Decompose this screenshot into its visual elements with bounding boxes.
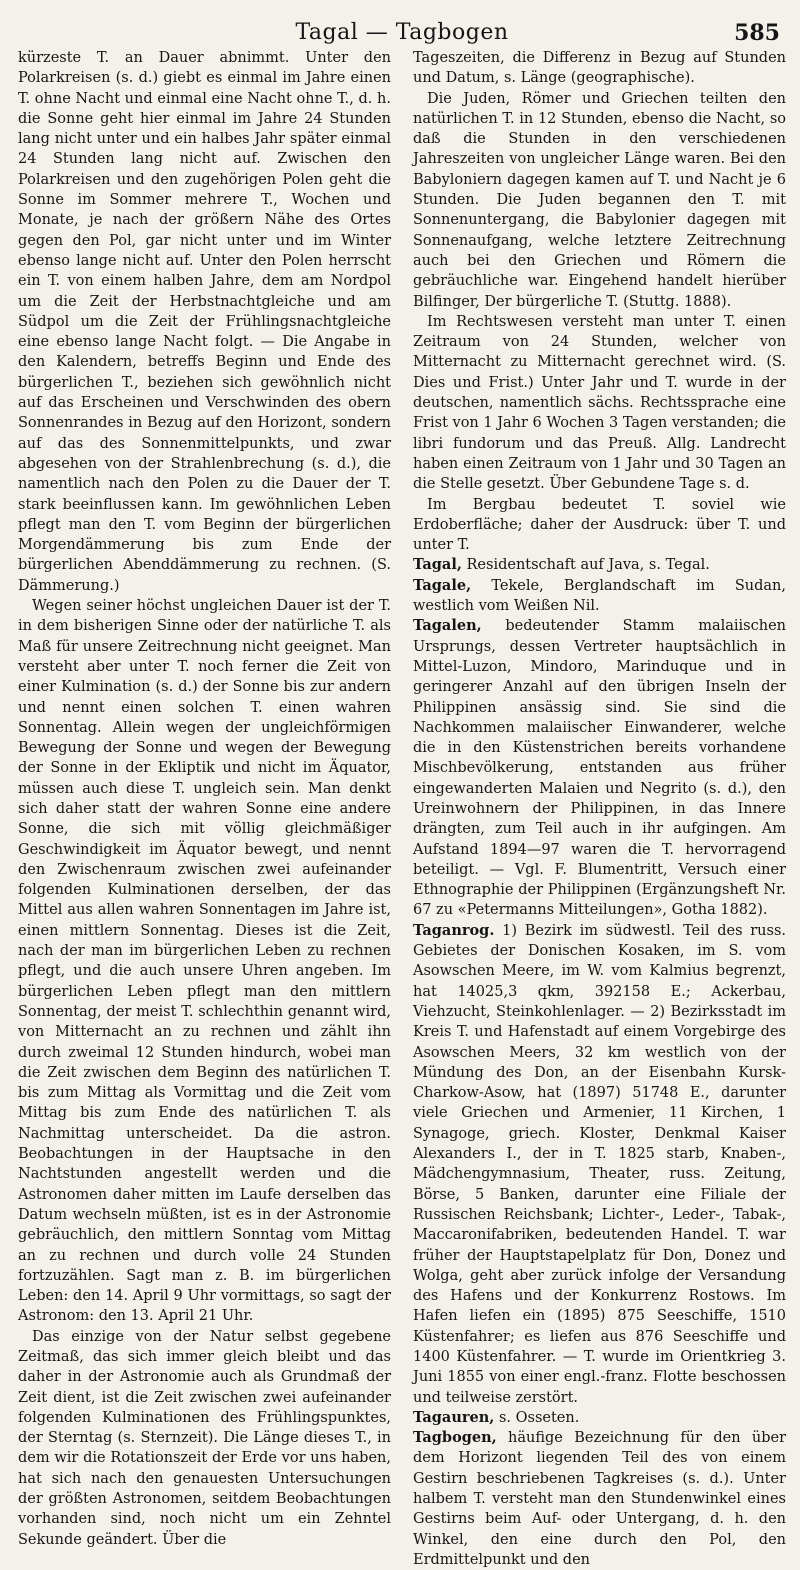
text-columns (18, 48, 786, 1570)
paragraph: Die Juden, Römer und Griechen teilten den natürlichen T. in 12 Stunden, ebenso die Nacht, so daß die Stunden in den verschiedenen Jahreszeiten von ungleicher Länge waren. Bei den Babyloniern dagegen kamen auf T. und Nacht je 6 Stunden. Die Juden begannen den T. mit Sonnenuntergang, die Babylonier dagegen mit Sonnenaufgang, welche letztere Zeitrechnung auch bei den Griechen und Römern die gebräuchliche war. Eingehend handelt hierüber Bilfinger, Der bürgerliche T. (Stuttg. 1888). (413, 90, 786, 310)
page-header (18, 6, 786, 48)
entry-tagbogen (413, 1428, 786, 1570)
entry-text: 1) Bezirk im südwestl. Teil des russ. Gebietes der Donischen Kosaken, im S. vom Asowschen Meere, im W. vom Kalmius begrenzt, hat 14025,3 qkm, 392158 E.; Ackerbau, Viehzucht, Steinkohlenlager. — 2) Bezirksstadt im Kreis T. und Hafenstadt auf einem Vorgebirge des Asowschen Meers, 32 km westlich von der Mündung des Don, an der Eisenbahn Kursk-Charkow-Asow, hat (1897) 51748 E., darunter viele Griechen und Armenier, 11 Kirchen, 1 Synagoge, griech. Kloster, Denkmal Kaiser Alexanders I., der in T. 1825 starb, Knaben-, Mädchengymnasium, Theater, russ. Zeitung, Börse, 5 Banken, darunter eine Filiale der Russischen Reichsbank; Lichter-, Leder-, Tabak-, Maccaronifabriken, bedeutenden Handel. T. war früher der Hauptstapelplatz für Don, Donez und Wolga, geht aber zurück infolge der Versandung des Hafens und der Konkurrenz Rostows. Im Hafen liefen ein (1895) 875 Seeschiffe, 1510 Küstenfahrer; es liefen aus 876 Seeschiffe und 1400 Küstenfahrer. — T. wurde im Orientkrieg 3. Juni 1855 von einer engl.-franz. Flotte beschossen und teilweise zerstört. (413, 922, 786, 1406)
page-number: 585 (734, 20, 780, 46)
entry-text: bedeutender Stamm malaiischen Ursprungs, dessen Vertreter hauptsächlich in Mittel-Luzon, Mindoro, Marinduque und in geringerer Anzahl auf den übrigen Inseln der Philippinen ansässig sind. Sie sind die Nachkommen malaiischer Einwanderer, welche die in den Küstenstrichen bereits vorhandene Mischbevölkerung, entstanden aus früher eingewanderten Malaien und Negrito (s. d.), den Ureinwohnern der Philippinen, in das Innere drängten, zum Teil auch in ihr aufgingen. Am Aufstand 1894—97 waren die T. hervorragend beteiligt. — Vgl. F. Blumentritt, Versuch einer Ethnographie der Philippinen (Ergänzungsheft Nr. 67 zu «Petermanns Mitteilungen», Gotha 1882). (413, 618, 786, 919)
entry-text: häufige Bezeichnung für den über dem Horizont liegenden Teil des von einem Gestirn beschriebenen Tagkreises (s. d.). Unter halbem T. versteht man den Stundenwinkel eines Gestirns beim Auf- oder Untergang, d. h. den Winkel, den eine durch den Pol, den Erdmittelpunkt und den (413, 1430, 786, 1568)
entry-headword: Tagauren, (413, 1408, 495, 1426)
entry-tagal (413, 555, 786, 575)
right-column (413, 48, 786, 1570)
entry-tagale (413, 576, 786, 617)
entry-headword: Tagbogen, (413, 1429, 497, 1447)
entry-tagalen (413, 616, 786, 920)
entry-tagauren (413, 1408, 786, 1428)
paragraph: Wegen seiner höchst ungleichen Dauer ist der T. in dem bisherigen Sinne oder der natürliche T. als Maß für unsere Zeitrechnung nicht geeignet. Man versteht aber unter T. noch ferner die Zeit von einer Kulmination (s. d.) der Sonne bis zur andern und nennt einen solchen T. einen wahren Sonnentag. Allein wegen der ungleichförmigen Bewegung der Sonne und wegen der Bewegung der Sonne in der Ekliptik und nicht im Äquator, müssen auch diese T. ungleich sein. Man denkt sich daher statt der wahren Sonne eine andere Sonne, die sich mit völlig gleichmäßiger Geschwindigkeit im Äquator bewegt, und nennt den Zwischenraum zwischen zwei aufeinander folgenden Kulminationen derselben, der das Mittel aus allen wahren Sonnentagen im Jahre ist, einen mittlern Sonnentag. Dieses ist die Zeit, nach der man im bürgerlichen Leben zu rechnen pflegt, und die auch unsere Uhren angeben. Im bürgerlichen Leben pflegt man den mittlern Sonnentag, der meist T. schlechthin genannt wird, von Mitternacht an zu rechnen und zählt ihn durch zweimal 12 Stunden hindurch, wobei man die Zeit zwischen dem Beginn des natürlichen T. bis zum Mittag als Vormittag und die Zeit vom Mittag bis zum Ende des natürlichen T. als Nachmittag unterscheidet. Da die astron. Beobachtungen in der Hauptsache in den Nachtstunden angestellt werden und die Astronomen daher mitten im Laufe derselben das Datum wechseln müßten, ist es in der Astronomie gebräuchlich, den mittlern Sonntag vom Mittag an zu rechnen und durch volle 24 Stunden fortzuzählen. Sagt man z. B. im bürgerlichen Leben: den 14. April 9 Uhr vormittags, so sagt der Astronom: den 13. April 21 Uhr. (18, 598, 391, 1325)
entry-headword: Tagalen, (413, 617, 482, 635)
entry-text: Tekele, Berglandschaft im Sudan, westlich vom Weißen Nil. (413, 577, 786, 615)
left-column (18, 48, 391, 1570)
running-title: Tagal — Tagbogen (295, 20, 509, 45)
paragraph: Tageszeiten, die Differenz in Bezug auf Stunden und Datum, s. Länge (geographische). (413, 50, 786, 87)
entry-taganrog (413, 921, 786, 1408)
paragraph: Im Bergbau bedeutet T. soviel wie Erdoberfläche; daher der Ausdruck: über T. und unter T. (413, 496, 786, 554)
paragraph: kürzeste T. an Dauer abnimmt. Unter den Polarkreisen (s. d.) giebt es einmal im Jahre einen T. ohne Nacht und einmal eine Nacht ohne T., d. h. die Sonne geht hier einmal im Jahre 24 Stunden lang nicht unter und ein halbes Jahr später einmal 24 Stunden lang nicht auf. Zwischen den Polarkreisen und den zugehörigen Polen geht die Sonne im Sommer mehrere T., Wochen und Monate, je nach der größern Nähe des Ortes gegen den Pol, gar nicht unter und im Winter ebenso lange nicht auf. Unter den Polen herrscht ein T. von einem halben Jahre, dem am Nordpol um die Zeit der Herbstnachtgleiche und am Südpol um die Zeit der Frühlingsnachtgleiche eine ebenso lange Nacht folgt. — Die Angabe in den Kalendern, betreffs Beginn und Ende des bürgerlichen T., beziehen sich gewöhnlich nicht auf das Erscheinen und Verschwinden des obern Sonnenrandes in Bezug auf den Horizont, sondern auf das des Sonnenmittelpunkts, und zwar abgesehen von der Strahlenbrechung (s. d.), die namentlich nach den Polen zu die Dauer der T. stark beeinflussen kann. Im gewöhnlichen Leben pflegt man den T. vom Beginn der bürgerlichen Morgendämmerung bis zum Ende der bürgerlichen Abenddämmerung zu rechnen. (S. Dämmerung.) (18, 50, 391, 594)
entry-headword: Taganrog. (413, 921, 495, 939)
entry-text: s. Osseten. (498, 1409, 580, 1426)
entry-text: Residentschaft auf Java, s. Tegal. (466, 557, 710, 574)
entry-headword: Tagal, (413, 556, 462, 574)
entry-headword: Tagale, (413, 576, 472, 594)
paragraph: Im Rechtswesen versteht man unter T. einen Zeitraum von 24 Stunden, welcher von Mitternacht zu Mitternacht gerechnet wird. (S. Dies und Frist.) Unter Jahr und T. wurde in der deutschen, namentlich sächs. Rechtssprache eine Frist von 1 Jahr 6 Wochen 3 Tagen verstanden; die libri fundorum und das Preuß. Allg. Landrecht haben einen Zeitraum von 1 Jahr und 30 Tagen an die Stelle gesetzt. Über Gebundene Tage s. d. (413, 313, 787, 493)
paragraph: Das einzige von der Natur selbst gegebene Zeitmaß, das sich immer gleich bleibt und das daher in der Astronomie auch als Grundmaß der Zeit dient, ist die Zeit zwischen zwei aufeinander folgenden Kulminationen des Frühlingspunktes, der Sterntag (s. Sternzeit). Die Länge dieses T., in dem wir die Rotationszeit der Erde vor uns haben, hat sich nach den genauesten Untersuchungen der größten Astronomen, seitdem Beobachtungen vorhanden sind, noch nicht um ein Zehntel Sekunde geändert. Über die (18, 1328, 391, 1548)
